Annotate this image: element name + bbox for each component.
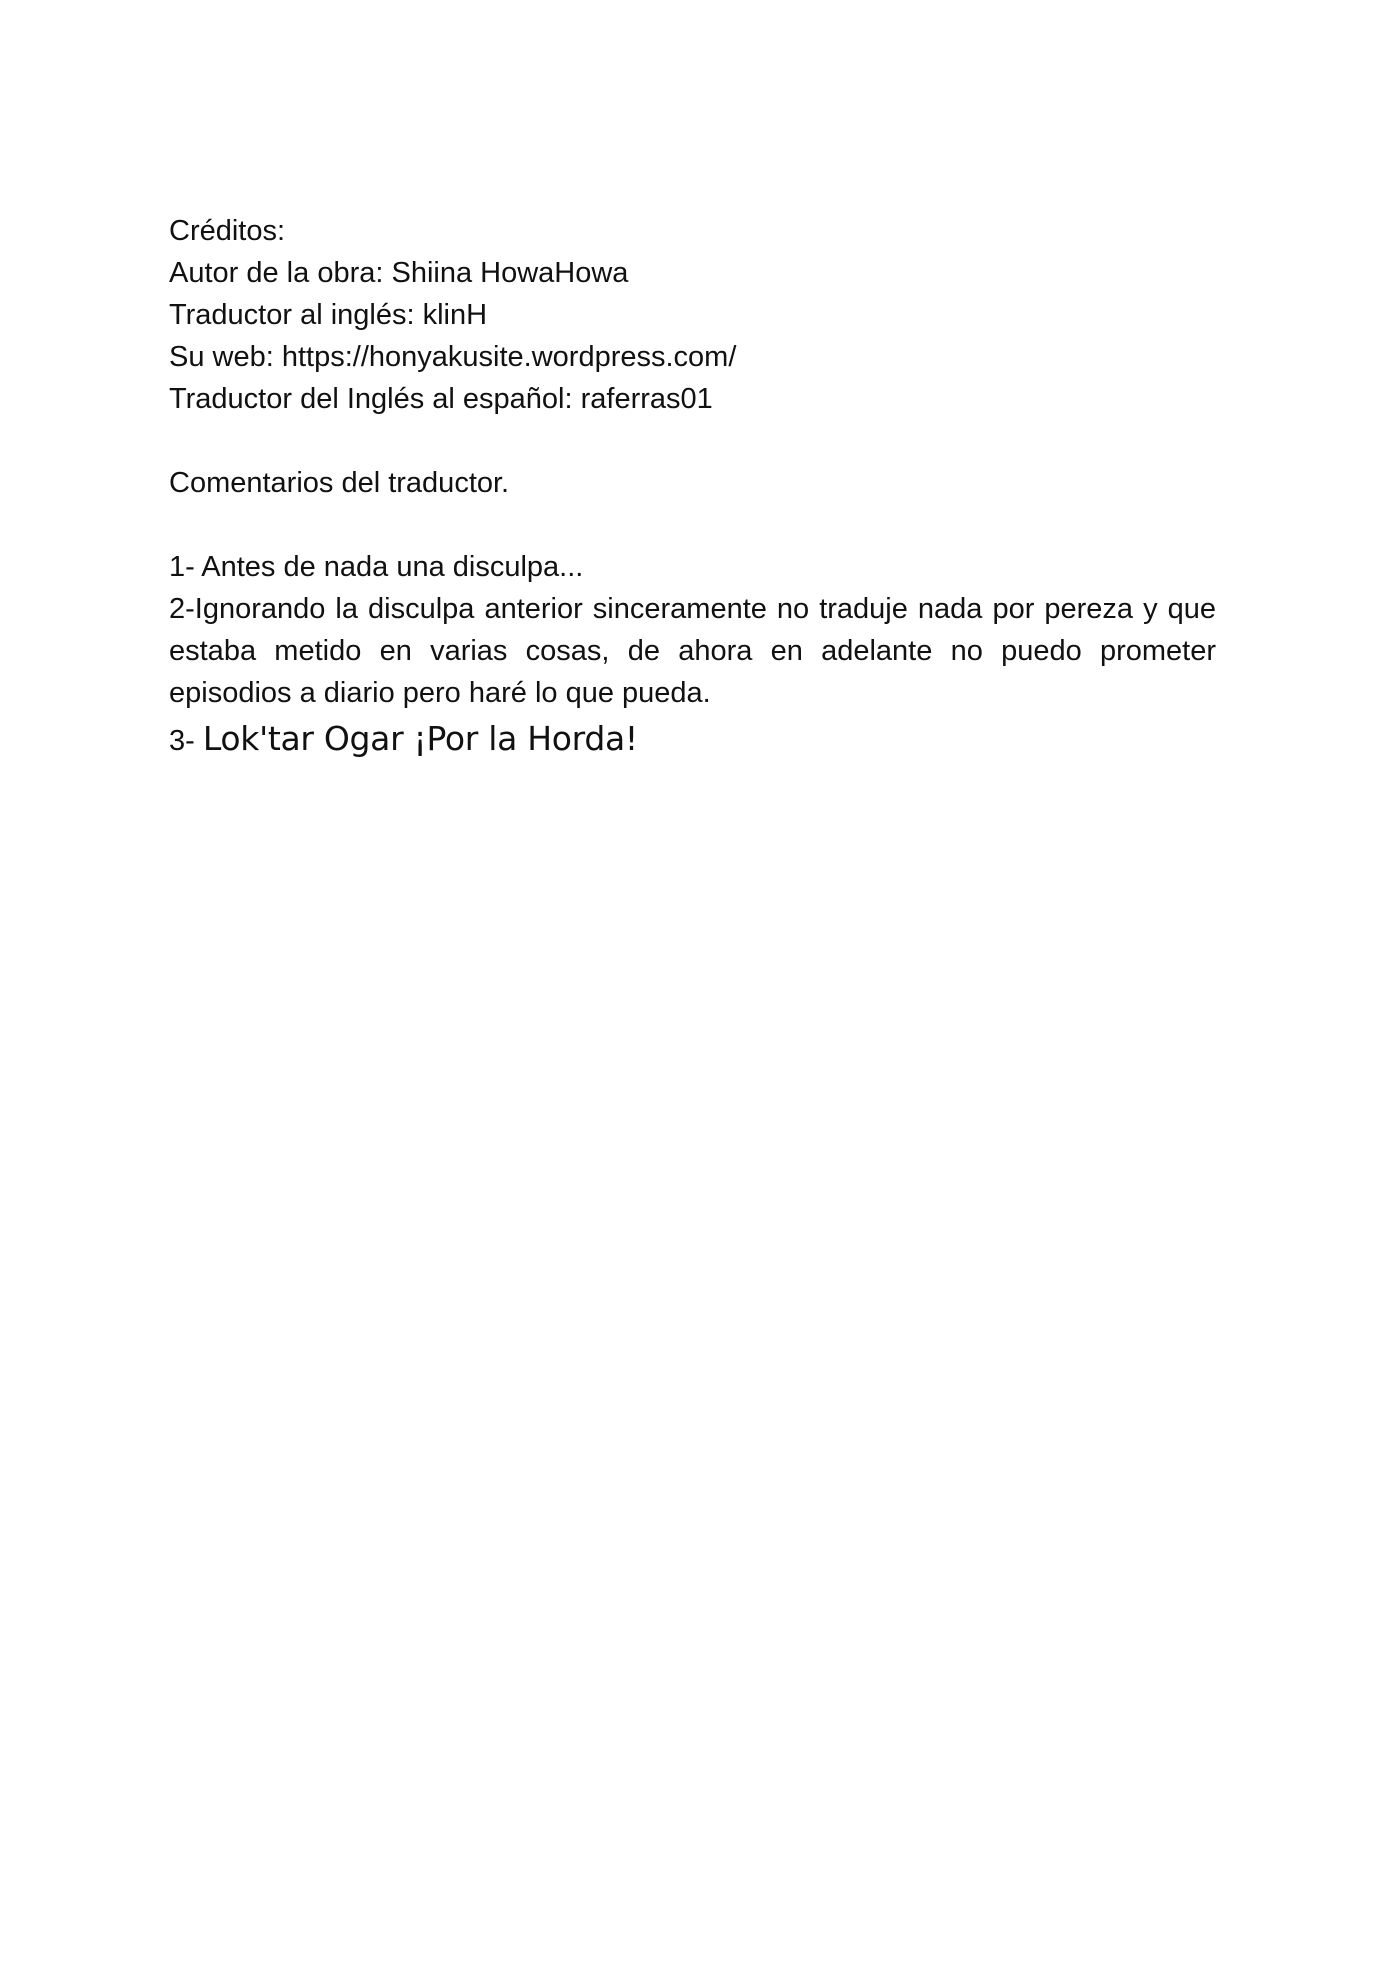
comment-item-1: 1- Antes de nada una disculpa... [169, 551, 584, 583]
document-body [169, 210, 1216, 762]
comment-item-2: 2-Ignorando la disculpa anterior sinceramente no traduje nada por pereza y que estaba metido en varias cosas, de ahora en adelante no puedo prometer episodios a diario pero haré lo que pueda. [169, 593, 1216, 709]
comments-heading: Comentarios del traductor. [169, 467, 510, 499]
english-translator-line: Traductor al inglés: klinH [169, 299, 488, 331]
author-line: Autor de la obra: Shiina HowaHowa [169, 257, 629, 289]
website-line: Su web: https://honyakusite.wordpress.com/ [169, 341, 737, 373]
credits-heading: Créditos: [169, 215, 286, 247]
spacer [169, 420, 1216, 462]
comment-item-3-text: Lok'tar Ogar ¡Por la Horda! [202, 719, 638, 758]
spanish-translator-line: Traductor del Inglés al español: raferras01 [169, 383, 713, 415]
comment-item-3 [169, 718, 1216, 762]
comment-item-3-number: 3- [169, 725, 195, 757]
spacer [169, 504, 1216, 546]
